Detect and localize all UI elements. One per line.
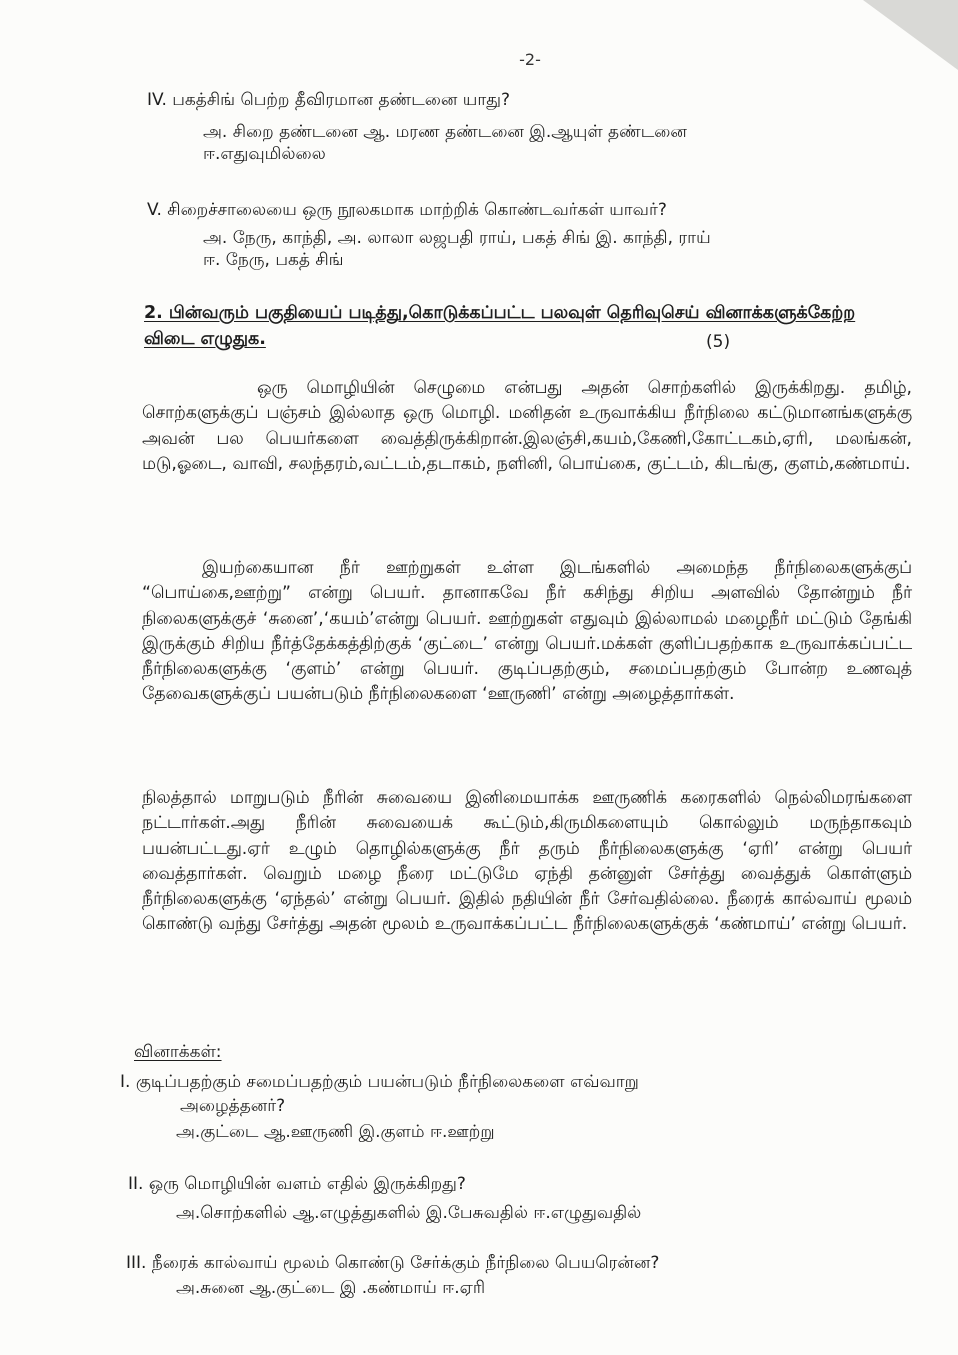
section-2-marks: (5) (706, 332, 731, 352)
question-i-options: அ.குட்டை ஆ.ஊருணி இ.குளம் ஈ.ஊற்று (176, 1122, 495, 1142)
question-number: III. (126, 1253, 147, 1273)
question-iv (147, 88, 510, 112)
question-iii-options: அ.சுனை ஆ.குட்டை இ .கண்மாய் ஈ.ஏரி (176, 1278, 486, 1298)
question-text: சிறைச்சாலையை ஒரு நூலகமாக மாற்றிக் கொண்டவர்கள் யாவர்? (167, 200, 667, 220)
question-v (147, 198, 667, 222)
question-number: V. (147, 200, 162, 220)
question-ii-options: அ.சொற்களில் ஆ.எழுத்துகளில் இ.பேசுவதில் ஈ.எழுதுவதில் (176, 1203, 642, 1223)
question-i (120, 1070, 639, 1094)
page-number: -2- (519, 50, 541, 69)
question-number: IV. (147, 90, 167, 110)
question-v-options-1: அ. நேரு, காந்தி, அ. லாலா லஜபதி ராய், பகத் சிங் இ. காந்தி, ராய் (203, 228, 711, 248)
question-number: I. (120, 1072, 131, 1092)
question-iv-options-2: ஈ.எதுவுமில்லை (203, 144, 326, 164)
question-text: ஒரு மொழியின் வளம் எதில் இருக்கிறது? (148, 1174, 466, 1194)
passage-paragraph-1: ஒரு மொழியின் செழுமை என்பது அதன் சொற்களில் இருக்கிறது. தமிழ், சொற்களுக்குப் பஞ்சம் இல்லாத ஒரு மொழி. மனிதன் உருவாக்கிய நீர்நிலை கட்டுமானங்களுக்கு அவன் பல பெயர்களை வைத்திருக்கிறான்.இலஞ்சி,கயம்,கேணி,கோட்டகம்,ஏரி, மலங்கன், மடு,ஓடை, வாவி, சலந்தரம்,வட்டம்,தடாகம், நளினி, பொய்கை, குட்டம், கிடங்கு, குளம்,கண்மாய். (142, 378, 912, 474)
question-text: நீரைக் கால்வாய் மூலம் கொண்டு சேர்க்கும் நீர்நிலை பெயரென்ன? (151, 1253, 660, 1273)
questions-heading: வினாக்கள்: (134, 1042, 222, 1062)
question-ii (128, 1172, 466, 1196)
question-v-options-2: ஈ. நேரு, பகத் சிங் (203, 250, 344, 270)
section-2-heading: 2. பின்வரும் பகுதியைப் படித்து,கொடுக்கப்பட்ட பலவுள் தெரிவுசெய் வினாக்களுக்கேற்ற விடை எழுதுக. (144, 303, 856, 349)
question-i-continued: அழைத்தனர்? (180, 1096, 286, 1116)
question-iii (126, 1251, 659, 1275)
question-text: குடிப்பதற்கும் சமைப்பதற்கும் பயன்படும் நீர்நிலைகளை எவ்வாறு (135, 1072, 639, 1092)
passage-paragraph-3: நிலத்தால் மாறுபடும் நீரின் சுவையை இனிமையாக்க ஊருணிக் கரைகளில் நெல்லிமரங்களை நட்டார்கள்.அது நீரின் சுவையைக் கூட்டும்,கிருமிகளையும் கொல்லும் மருந்தாகவும் பயன்பட்டது.ஏர் உழும் தொழில்களுக்கு நீர் தரும் நீர்நிலைகளுக்கு ‘ஏரி’ என்று பெயர் வைத்தார்கள். வெறும் மழை நீரை மட்டுமே ஏந்தி தன்னுள் சேர்த்து வைத்துக் கொள்ளும் நீர்நிலைகளுக்கு ‘ஏந்தல்’ என்று பெயர். இதில் நதியின் நீர் சேர்வதில்லை. நீரைக் கால்வாய் மூலம் கொண்டு வந்து சேர்த்து அதன் மூலம் உருவாக்கப்பட்ட நீர்நிலைகளுக்குக் ‘கண்மாய்’ என்று பெயர். (142, 788, 912, 935)
question-text: பகத்சிங் பெற்ற தீவிரமான தண்டனை யாது? (172, 90, 510, 110)
passage-paragraph-2: இயற்கையான நீர் ஊற்றுகள் உள்ள இடங்களில் அமைந்த நீர்நிலைகளுக்குப் “பொய்கை,ஊற்று” என்று பெயர். தானாகவே நீர் கசிந்து சிறிய அளவில் தோன்றும் நீர் நிலைகளுக்குச் ‘சுனை’,‘கயம்’என்று பெயர். ஊற்றுகள் எதுவும் இல்லாமல் மழைநீர் மட்டும் தேங்கி இருக்கும் சிறிய நீர்த்தேக்கத்திற்குக் ‘குட்டை’ என்று பெயர்.மக்கள் குளிப்பதற்காக உருவாக்கப்பட்ட நீர்நிலைகளுக்கு ‘குளம்’ என்று பெயர். குடிப்பதற்கும், சமைப்பதற்கும் போன்ற உணவுத் தேவைகளுக்குப் பயன்படும் நீர்நிலைகளை ‘ஊருணி’ என்று அழைத்தார்கள். (142, 558, 912, 705)
question-iv-options-1: அ. சிறை தண்டனை ஆ. மரண தண்டனை இ.ஆயுள் தண்டனை (203, 122, 687, 142)
question-number: II. (128, 1174, 144, 1194)
